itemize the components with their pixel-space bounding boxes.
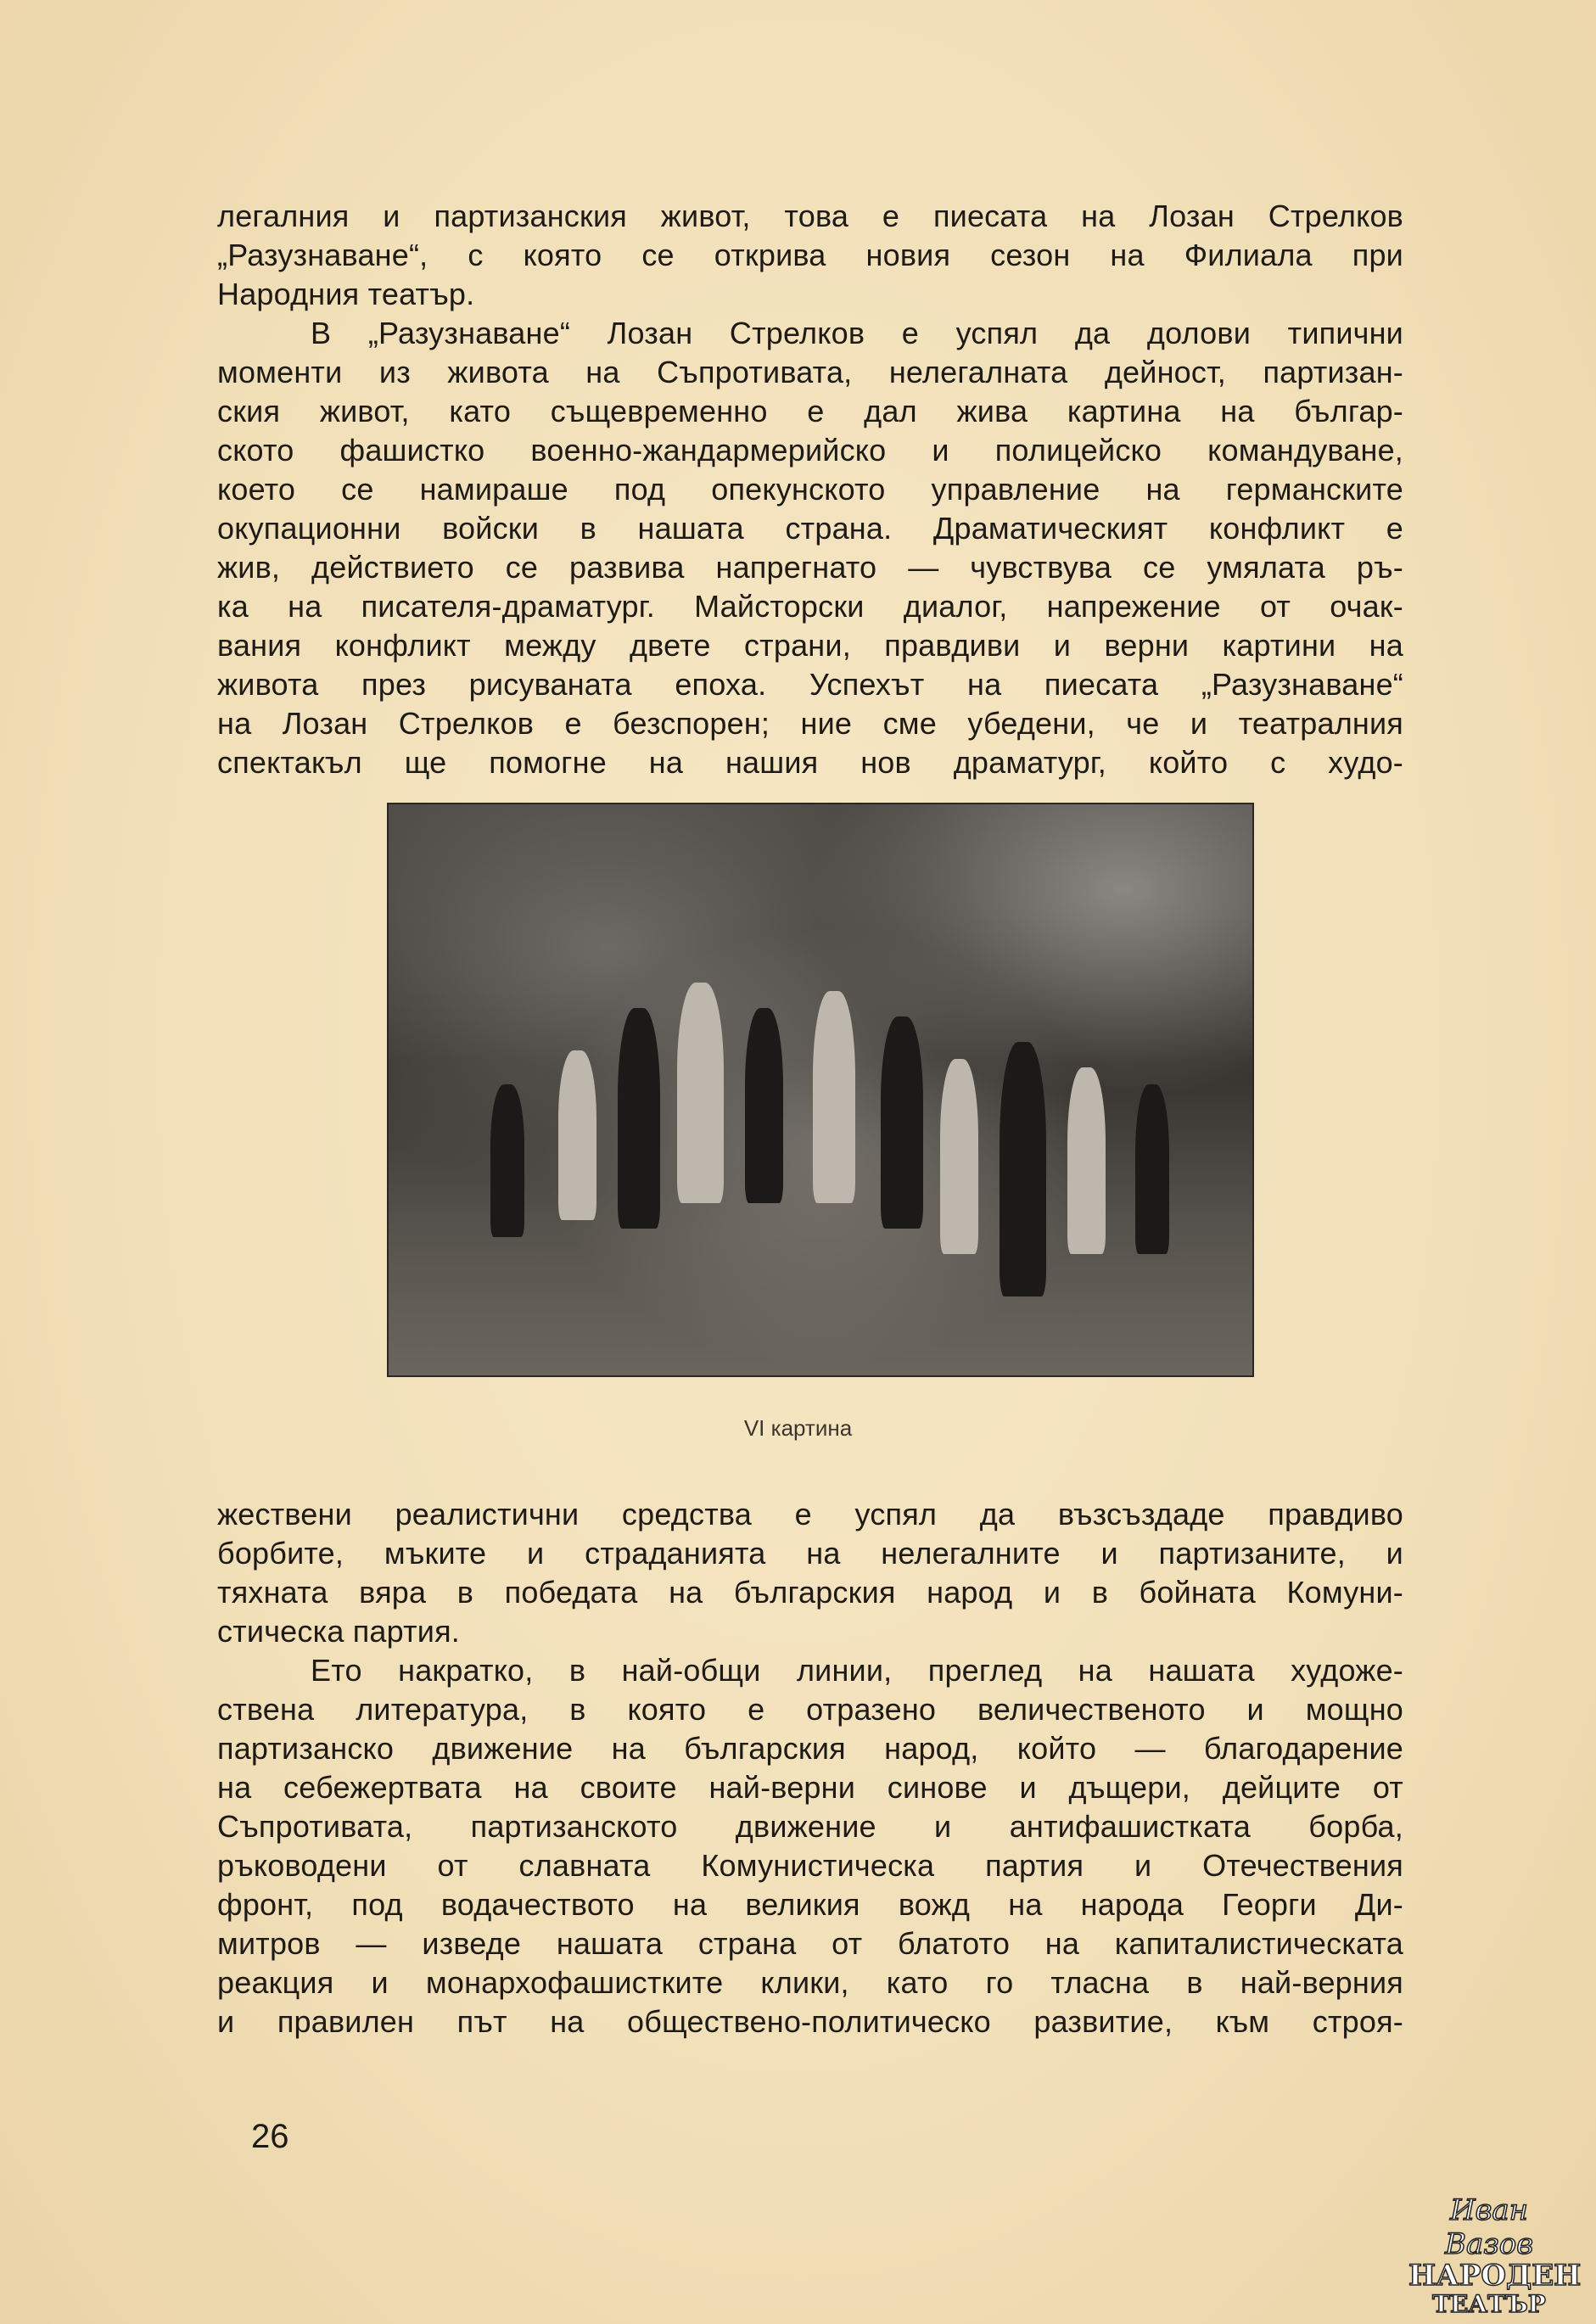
text-line: Народния театър. — [217, 277, 475, 311]
text-line: жив, действието се развива напрегнато — чувствува се умялата ръ- — [217, 550, 1403, 585]
text-line: ствена литература, в която е отразено величественото и мощно — [217, 1692, 1403, 1727]
text-line: „Разузнаване“, с която се открива новия сезон на Филиала при — [217, 238, 1403, 272]
text-line: Съпротивата, партизанското движение и антифашистката борба, — [217, 1809, 1403, 1844]
text-line: легалния и партизанския живот, това е пиесата на Лозан Стрелков — [217, 199, 1403, 233]
text-line: В „Разузнаване“ Лозан Стрелков е успял да долови типични — [311, 316, 1403, 350]
text-line: жествени реалистични средства е успял да възсъздаде правдиво — [217, 1497, 1403, 1532]
photo-caption: VI картина — [743, 1415, 853, 1441]
text-line: партизанско движение на българския народ, който — благодарение — [217, 1731, 1403, 1766]
text-line: борбите, мъките и страданията на нелегалните и партизаните, и — [217, 1536, 1403, 1571]
text-line: ското фашистко военно-жандармерийско и полицейско командуване, — [217, 433, 1403, 468]
logo-line-2: ТЕАТЪР — [1432, 2290, 1546, 2318]
text-line: ка на писателя-драматург. Майсторски диалог, напрежение от очак- — [217, 589, 1403, 624]
text-line: живота през рисуваната епоха. Успехът на пиесата „Разузнаване“ — [217, 667, 1403, 702]
text-line: реакция и монархофашистките клики, като го тласна в най-верния — [217, 1965, 1403, 2000]
text-line: Ето накратко, в най-общи линии, преглед на нашата художе- — [311, 1653, 1403, 1688]
text-line: спектакъл ще помогне на нашия нов драматург, който с худо- — [217, 745, 1403, 780]
page-number: 26 — [251, 2118, 289, 2155]
text-line: тяхната вяра в победата на българския народ и в бойната Комуни- — [217, 1575, 1403, 1610]
text-line: фронт, под водачеството на великия вожд на народа Георги Ди- — [217, 1887, 1403, 1922]
text-line: ръководени от славната Комунистическа партия и Отечествения — [217, 1848, 1403, 1883]
text-line: вания конфликт между двете страни, правдиви и верни картини на — [217, 628, 1403, 663]
text-line: ския живот, като същевременно е дал жива картина на българ- — [217, 394, 1403, 428]
text-line: окупационни войски в нашата страна. Драматическият конфликт е — [217, 511, 1403, 546]
text-block-top — [217, 197, 1403, 782]
national-theatre-logo — [1408, 2193, 1582, 2318]
text-line: митров — изведе нашата страна от блатото на капиталистическата — [217, 1926, 1403, 1961]
text-block-bottom — [217, 1495, 1403, 2041]
stage-photo — [389, 804, 1252, 1375]
text-line: стическа партия. — [217, 1614, 460, 1649]
text-line: което се намираше под опекунското управление на германските — [217, 472, 1403, 507]
text-line: на Лозан Стрелков е безспорен; ние сме убедени, че и театралния — [217, 706, 1403, 741]
text-line: на себежертвата на своите най-верни синове и дъщери, дейците от — [217, 1770, 1403, 1805]
text-line: и правилен път на обществено-политическо развитие, към строя- — [217, 2004, 1403, 2039]
logo-signature: Иван Вазов — [1444, 2193, 1534, 2261]
logo-line-1: НАРОДЕН — [1408, 2259, 1582, 2293]
text-line: моменти из живота на Съпротивата, нелегалната дейност, партизан- — [217, 355, 1403, 389]
